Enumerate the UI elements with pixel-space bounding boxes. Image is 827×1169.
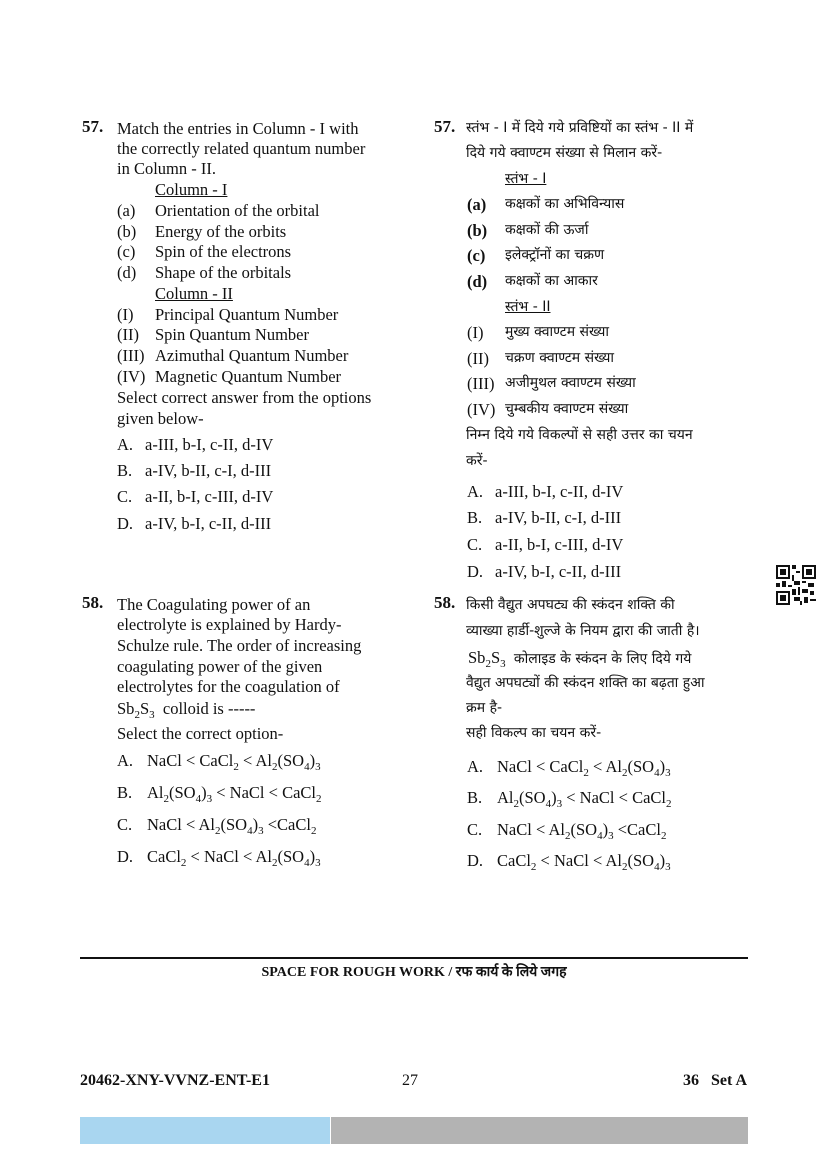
- option-key: C.: [467, 820, 483, 839]
- column-item-key: (a): [117, 201, 136, 220]
- column-item-text: Shape of the orbitals: [155, 263, 292, 282]
- column-item-key: (d): [117, 263, 137, 282]
- question-stem-line: स्तंभ - I में दिये गये प्रविष्टियों का स्तंभ - II में: [466, 120, 694, 136]
- option-key: D.: [467, 562, 484, 581]
- column-item-text: चक्रण क्वाण्टम संख्या: [505, 350, 615, 366]
- footer-bar-blue: [80, 1117, 330, 1144]
- column-item-text: Spin Quantum Number: [155, 325, 309, 344]
- set-label: 36 Set A: [683, 1072, 747, 1089]
- option-key: A.: [467, 482, 484, 501]
- rough-work-heading: SPACE FOR ROUGH WORK / रफ कार्य के लिये जगह: [261, 965, 567, 980]
- option-key: D.: [467, 851, 484, 870]
- option-key: A.: [117, 435, 134, 454]
- column-item-text: अजीमुथल क्वाण्टम संख्या: [505, 375, 636, 391]
- question-number: 58.: [434, 593, 456, 612]
- question-stem-line: in Column - II.: [117, 159, 216, 178]
- column-item-key: (IV): [467, 400, 496, 419]
- column-item-key: (d): [467, 272, 488, 291]
- column-item-key: (II): [467, 349, 489, 368]
- option-key: A.: [117, 751, 134, 770]
- column-item-text: इलेक्ट्रॉनों का चक्रण: [505, 247, 605, 263]
- column-item-key: (c): [117, 242, 136, 261]
- option-d: a-IV, b-I, c-II, d-III: [495, 562, 622, 581]
- page-number: 27: [402, 1072, 418, 1089]
- option-key: C.: [117, 815, 133, 834]
- column-1-title: स्तंभ - I: [505, 171, 547, 187]
- column-item-text: कक्षकों का अभिविन्यास: [505, 196, 625, 212]
- question-stem-line: Schulze rule. The order of increasing: [117, 636, 362, 655]
- option-key: B.: [117, 783, 133, 802]
- question-stem-line: electrolytes for the coagulation of: [117, 677, 340, 696]
- column-item-key: (I): [117, 305, 134, 324]
- option-key: B.: [467, 788, 483, 807]
- instruction: करें-: [466, 453, 488, 469]
- option-d: CaCl$_2$ < NaCl < $Al_2(SO_4)_3$: [147, 847, 321, 869]
- option-a: a-III, b-I, c-II, d-IV: [495, 482, 624, 501]
- column-item-text: कक्षकों का आकार: [505, 273, 598, 289]
- option-key: D.: [117, 847, 134, 866]
- option-key: C.: [467, 535, 483, 554]
- column-item-text: Azimuthal Quantum Number: [155, 346, 349, 365]
- column-item-key: (II): [117, 325, 139, 344]
- paper-code: 20462-XNY-VVNZ-ENT-E1: [80, 1072, 270, 1089]
- question-number: 58.: [82, 593, 104, 612]
- option-b: $Al_2(SO_4)_3$ < NaCl < CaCl$_2$: [147, 783, 322, 805]
- column-item-key: (III): [467, 374, 495, 393]
- column-item-text: चुम्बकीय क्वाण्टम संख्या: [505, 401, 629, 417]
- option-key: A.: [467, 757, 484, 776]
- column-item-text: Principal Quantum Number: [155, 305, 339, 324]
- column-item-key: (I): [467, 323, 484, 342]
- formula-sb2s3: $Sb_2S_3$: [468, 648, 506, 670]
- column-item-text: मुख्य क्वाण्टम संख्या: [505, 324, 609, 340]
- question-stem-line: दिये गये क्वाण्टम संख्या से मिलान करें-: [466, 145, 663, 161]
- option-b: a-IV, b-II, c-I, d-III: [495, 508, 622, 527]
- question-stem-line: The Coagulating power of an: [117, 595, 311, 614]
- option-c: a-II, b-I, c-III, d-IV: [495, 535, 624, 554]
- instruction: given below-: [117, 409, 204, 428]
- option-b: $Al_2(SO_4)_3$ < NaCl < CaCl$_2$: [497, 788, 672, 810]
- option-key: D.: [117, 514, 134, 533]
- footer-bar-gray: [331, 1117, 748, 1144]
- instruction: निम्न दिये गये विकल्पों से सही उत्तर का चयन: [466, 427, 693, 443]
- column-item-key: (IV): [117, 367, 146, 386]
- option-a: a-III, b-I, c-II, d-IV: [145, 435, 274, 454]
- question-stem-line: electrolyte is explained by Hardy-: [117, 615, 342, 634]
- column-item-key: (a): [467, 195, 487, 214]
- column-item-key: (c): [467, 246, 486, 265]
- column-item-text: Orientation of the orbital: [155, 201, 320, 220]
- question-stem-line: व्याख्या हार्डी-शुल्जे के नियम द्वारा की जाती है।: [466, 623, 700, 639]
- option-key: B.: [467, 508, 483, 527]
- qr-code-icon: [776, 565, 816, 605]
- option-b: a-IV, b-II, c-I, d-III: [145, 461, 272, 480]
- column-item-text: Magnetic Quantum Number: [155, 367, 342, 386]
- question-stem-line: coagulating power of the given: [117, 657, 323, 676]
- question-number: 57.: [82, 117, 104, 136]
- question-number: 57.: [434, 117, 456, 136]
- option-a: NaCl < CaCl$_2$ < $Al_2(SO_4)_3$: [147, 751, 321, 773]
- question-stem-line: Match the entries in Column - I with: [117, 119, 359, 138]
- option-a: NaCl < CaCl$_2$ < $Al_2(SO_4)_3$: [497, 757, 671, 779]
- column-2-title: Column - II: [155, 284, 233, 303]
- option-c: a-II, b-I, c-III, d-IV: [145, 487, 274, 506]
- question-stem-line: किसी वैद्युत अपघट्य की स्कंदन शक्ति की: [466, 597, 675, 613]
- column-item-text: Spin of the electrons: [155, 242, 292, 261]
- question-stem-line: वैद्युत अपघट्यों की स्कंदन शक्ति का बढ़ता हुआ: [466, 675, 705, 691]
- column-item-key: (III): [117, 346, 145, 365]
- option-c: NaCl < $Al_2(SO_4)_3$ <CaCl$_2$: [147, 815, 317, 837]
- question-stem-line: $Sb_2S_3$ colloid is -----: [117, 699, 256, 721]
- instruction: Select the correct option-: [117, 724, 284, 743]
- question-stem-line: $Sb_2S_3$ कोलाइड के स्कंदन के लिए दिये गये: [468, 648, 692, 670]
- column-item-text: Energy of the orbits: [155, 222, 287, 241]
- column-1-title: Column - I: [155, 180, 228, 199]
- option-key: B.: [117, 461, 133, 480]
- option-d: a-IV, b-I, c-II, d-III: [145, 514, 272, 533]
- column-2-title: स्तंभ - II: [505, 299, 551, 315]
- question-stem-line: the correctly related quantum number: [117, 139, 366, 158]
- instruction: Select correct answer from the options: [117, 388, 372, 407]
- option-c: NaCl < $Al_2(SO_4)_3$ <CaCl$_2$: [497, 820, 667, 842]
- option-d: CaCl$_2$ < NaCl < $Al_2(SO_4)_3$: [497, 851, 671, 873]
- column-item-text: कक्षकों की ऊर्जा: [505, 222, 589, 238]
- formula-sb2s3: $Sb_2S_3$: [117, 699, 155, 721]
- option-key: C.: [117, 487, 133, 506]
- column-item-key: (b): [467, 221, 488, 240]
- question-stem-line: क्रम है-: [466, 700, 503, 716]
- rough-work-divider: [80, 957, 748, 959]
- column-item-key: (b): [117, 222, 137, 241]
- instruction: सही विकल्प का चयन करें-: [466, 725, 602, 741]
